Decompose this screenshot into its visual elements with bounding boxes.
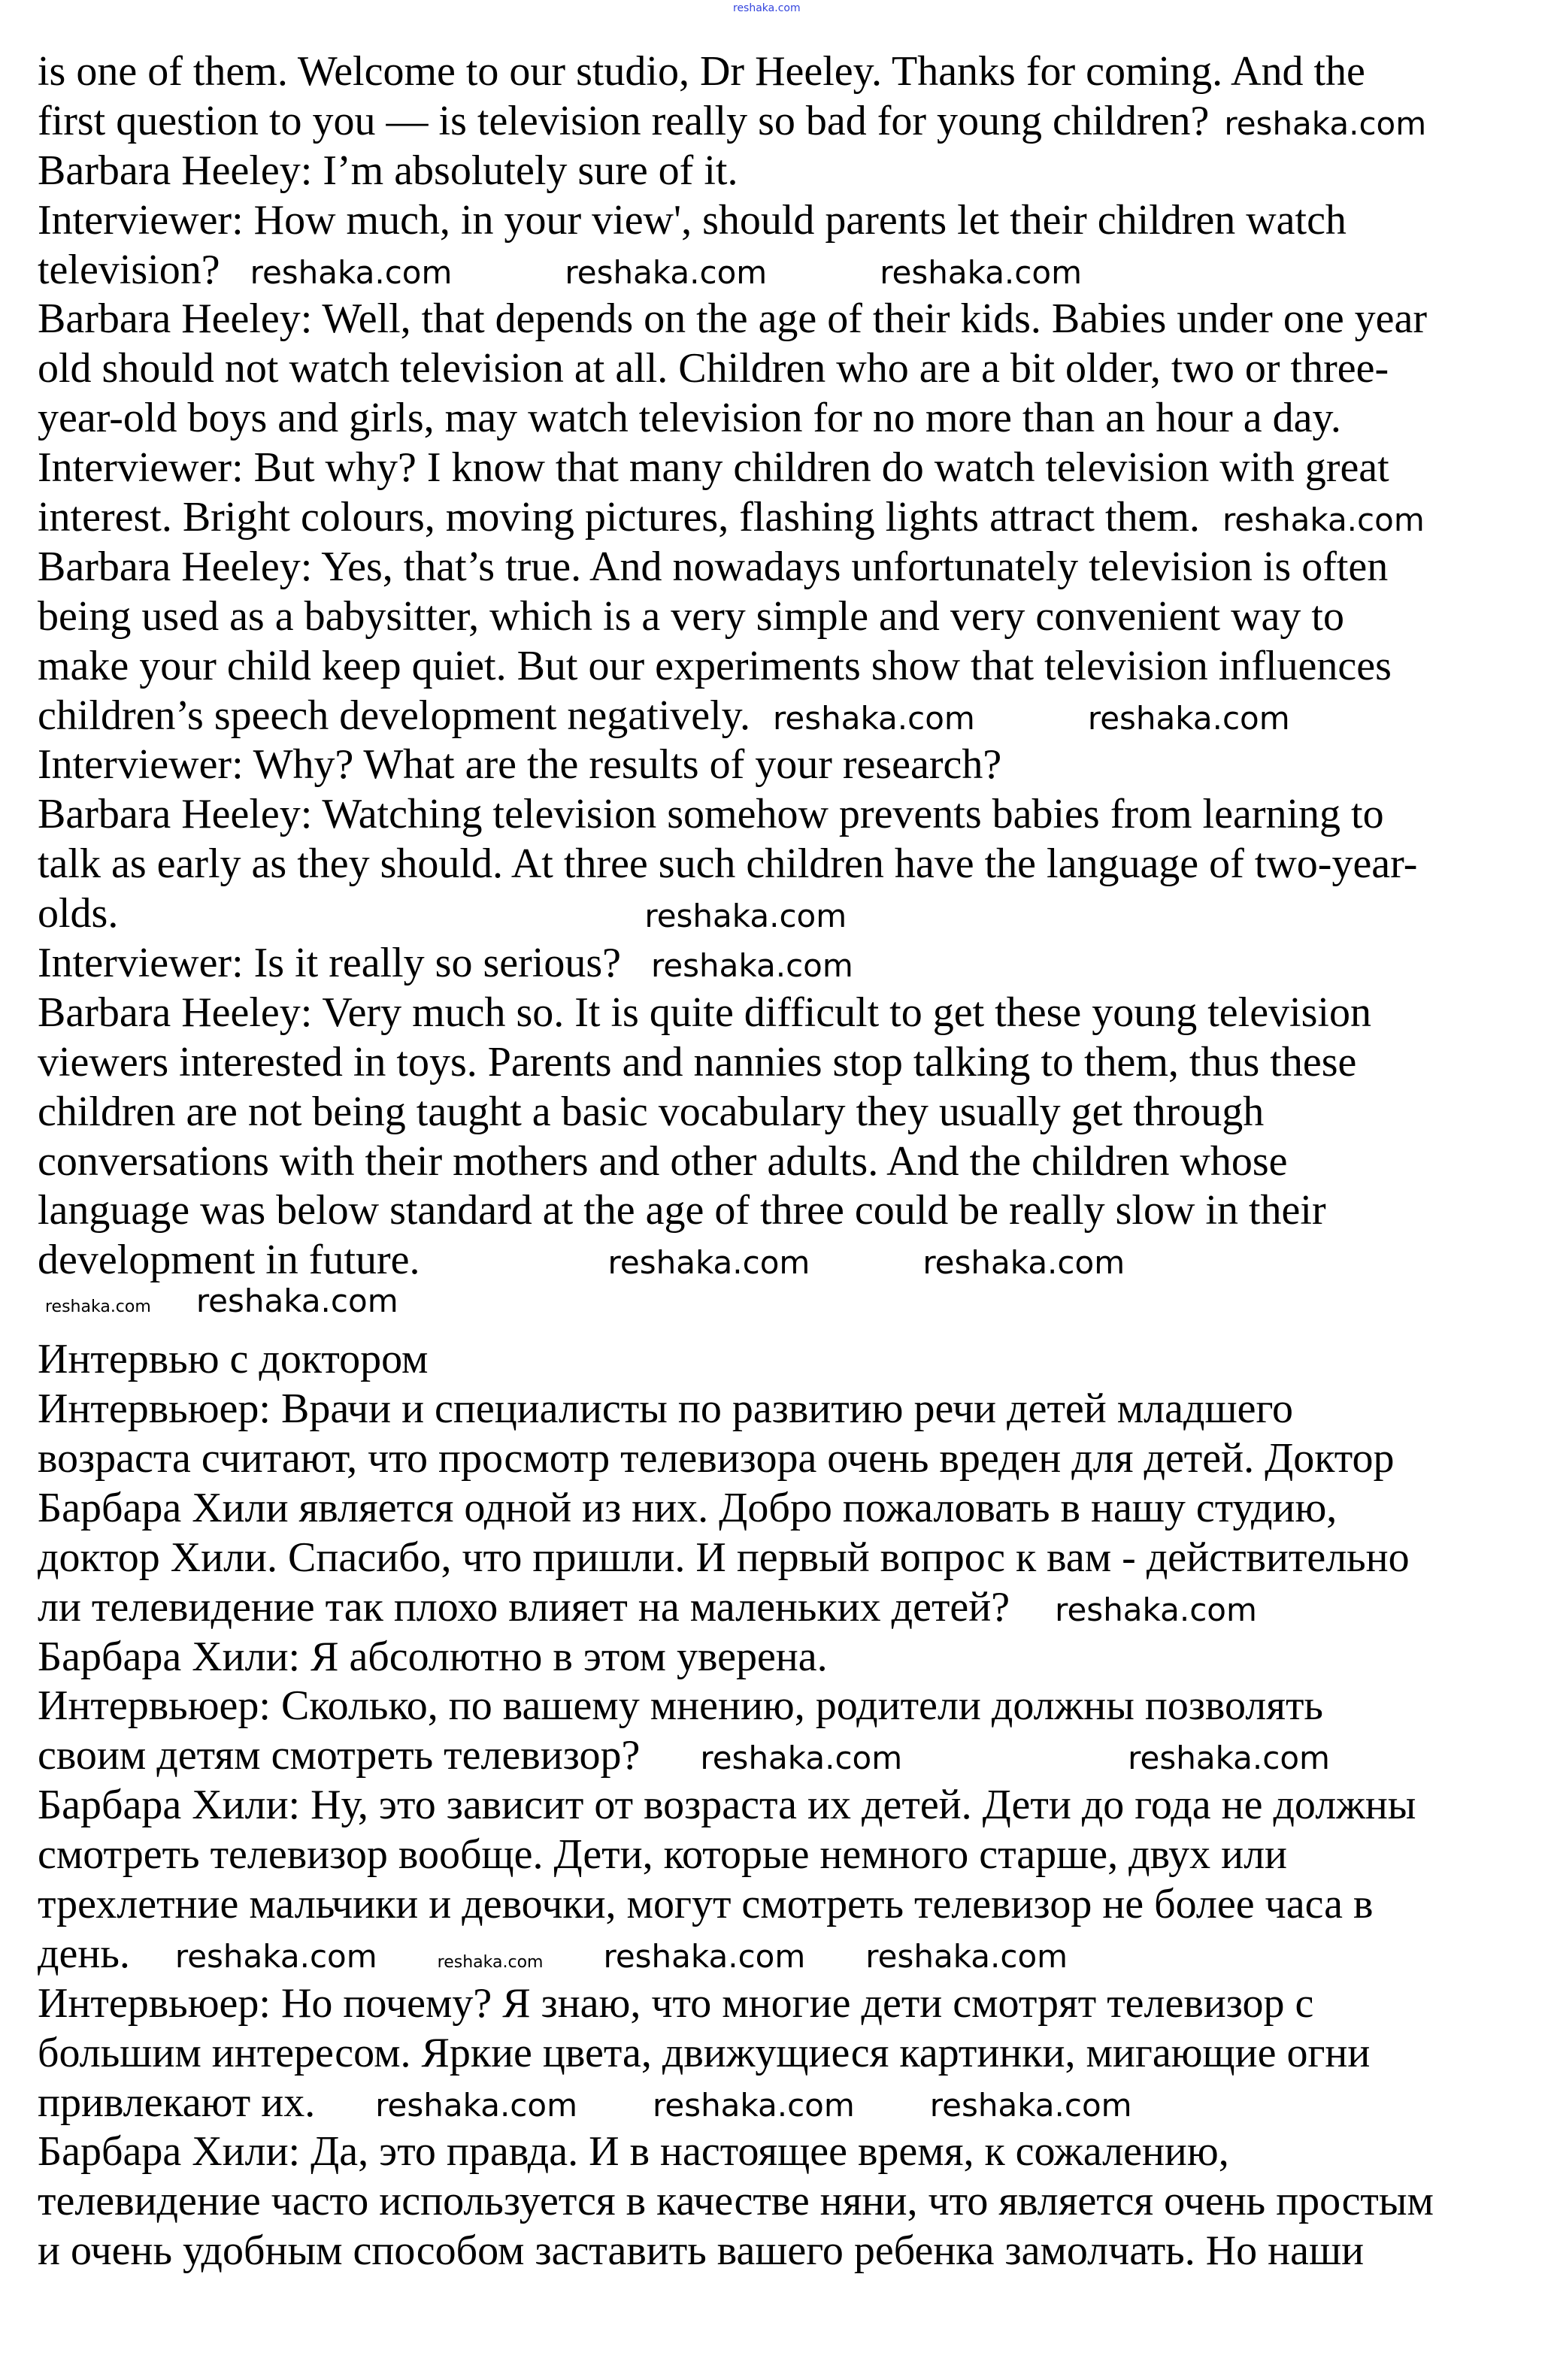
english-text-line: [38, 1038, 1434, 1088]
russian-heading: [38, 1335, 1434, 1385]
russian-text-line: [38, 1583, 1434, 1633]
english-text-line: [38, 394, 1434, 444]
line-text: возраста считают, что просмотр телевизора очень вреден для детей. Доктор: [38, 1434, 1395, 1482]
watermark: reshaka.com: [565, 253, 768, 291]
line-text: Barbara Heeley: Very much so. It is quite difficult to get these young television: [38, 989, 1371, 1036]
english-text-line: [38, 692, 1434, 741]
watermark: reshaka.com: [437, 1952, 544, 1972]
english-text-line: [38, 592, 1434, 642]
line-text: language was below standard at the age of three could be really slow in their: [38, 1187, 1326, 1234]
russian-text-line: [38, 2227, 1434, 2276]
watermark-link[interactable]: reshaka.com: [733, 2, 801, 14]
line-text: children are not being taught a basic vocabulary they usually get through: [38, 1088, 1265, 1135]
line-text: и очень удобным способом заставить вашего ребенка замолчать. Но наши: [38, 2227, 1365, 2275]
russian-text-line: [38, 1880, 1434, 1930]
watermark: reshaka.com: [1222, 501, 1425, 539]
line-text: Interviewer: Why? What are the results of your research?: [38, 741, 1002, 789]
watermark: reshaka.com: [607, 1244, 810, 1282]
line-text: conversations with their mothers and other adults. And the children whose: [38, 1137, 1288, 1185]
russian-text-line: [38, 2177, 1434, 2227]
line-text: телевидение часто используется в качестве няни, что является очень простым: [38, 2178, 1434, 2225]
line-text: Barbara Heeley: Well, that depends on the age of their kids. Babies under one year: [38, 295, 1428, 343]
line-text: трехлетние мальчики и девочки, могут смотреть телевизор не более часа в: [38, 1880, 1374, 1927]
watermark: reshaka.com: [880, 253, 1082, 291]
russian-text-line: [38, 1731, 1434, 1781]
line-text: being used as a babysitter, which is a very simple and very convenient way to: [38, 592, 1344, 640]
line-text: день.: [38, 1930, 130, 1977]
russian-text-line: [38, 2079, 1434, 2128]
line-text: Интервьюер: Врачи и специалисты по развитию речи детей младшего: [38, 1385, 1294, 1433]
english-text-line: [38, 493, 1434, 543]
line-text: большим интересом. Яркие цвета, движущиеся картинки, мигающие огни: [38, 2029, 1371, 2076]
english-text-line: [38, 1137, 1434, 1187]
watermark: reshaka.com: [1055, 1591, 1257, 1628]
line-text: Barbara Heeley: I’m absolutely sure of it.: [38, 147, 738, 194]
watermark: reshaka.com: [45, 1297, 151, 1317]
watermark: reshaka.com: [1087, 699, 1290, 737]
line-text: viewers interested in toys. Parents and nannies stop talking to them, thus these: [38, 1038, 1357, 1086]
english-text-line: [38, 642, 1434, 692]
english-text-line: [38, 939, 1434, 989]
line-text: Интервьюер: Сколько, по вашему мнению, родители должны позволять: [38, 1682, 1323, 1730]
line-text: olds.: [38, 890, 119, 937]
english-text-line: [38, 344, 1434, 394]
line-text: children’s speech development negatively.: [38, 692, 751, 739]
watermark: reshaka.com: [195, 1282, 398, 1320]
line-text: привлекают их.: [38, 2079, 316, 2126]
line-text: Интервьюер: Но почему? Я знаю, что многие дети смотрят телевизор с: [38, 1979, 1314, 2027]
russian-text-line: [38, 1682, 1434, 1731]
line-text: Interviewer: Is it really so serious?: [38, 940, 621, 987]
line-text: Барбара Хили является одной из них. Добро пожаловать в нашу студию,: [38, 1484, 1337, 1531]
watermark: reshaka.com: [773, 699, 975, 737]
russian-text-line: [38, 1534, 1434, 1583]
russian-text-line: [38, 1930, 1434, 1979]
watermark: reshaka.com: [865, 1937, 1068, 1975]
line-text: смотреть телевизор вообще. Дети, которые немного старше, двух или: [38, 1831, 1288, 1879]
watermark: reshaka.com: [650, 947, 853, 985]
english-text-line: [38, 1186, 1434, 1236]
english-text-line: [38, 989, 1434, 1038]
english-text-line: [38, 740, 1434, 790]
russian-text-line: [38, 2127, 1434, 2177]
line-text: Барбара Хили: Ну, это зависит от возраста их детей. Дети до года не должны: [38, 1782, 1416, 1829]
english-text-line: [38, 444, 1434, 493]
russian-text-line: [38, 1979, 1434, 2029]
english-text-line: [38, 1236, 1434, 1285]
russian-text-line: [38, 1781, 1434, 1830]
watermark: reshaka.com: [603, 1937, 806, 1975]
line-text: is one of them. Welcome to our studio, Dr Heeley. Thanks for coming. And the: [38, 48, 1365, 95]
line-text: доктор Хили. Спасибо, что пришли. И первый вопрос к вам - действительно: [38, 1534, 1410, 1581]
line-text: first question to you — is television really so bad for young children?: [38, 97, 1210, 144]
line-text: television?: [38, 246, 220, 293]
watermark: reshaka.com: [653, 2086, 855, 2124]
russian-text-line: [38, 1830, 1434, 1880]
line-text: development in future.: [38, 1237, 420, 1284]
line-text: ли телевидение так плохо влияет на маленьких детей?: [38, 1583, 1010, 1631]
line-text: Интервью с доктором: [38, 1336, 429, 1383]
watermark: reshaka.com: [1128, 1740, 1330, 1777]
watermark: reshaka.com: [174, 1937, 377, 1975]
english-text-line: [38, 47, 1434, 97]
line-text: Interviewer: How much, in your view', should parents let their children watch: [38, 196, 1347, 244]
watermark: reshaka.com: [922, 1244, 1125, 1282]
english-text-line: [38, 1088, 1434, 1137]
watermark: reshaka.com: [375, 2086, 577, 2124]
line-text: Барбара Хили: Да, это правда. И в настоящее время, к сожалению,: [38, 2128, 1229, 2176]
blank-line: [38, 1282, 1434, 1335]
russian-text-line: [38, 1633, 1434, 1682]
line-text: old should not watch television at all. Children who are a bit older, two or three-: [38, 345, 1389, 392]
line-text: Barbara Heeley: Yes, that’s true. And nowadays unfortunately television is often: [38, 543, 1389, 590]
russian-text-line: [38, 1484, 1434, 1534]
line-text: Interviewer: But why? I know that many children do watch television with great: [38, 444, 1389, 492]
watermark: reshaka.com: [644, 898, 847, 935]
english-text-line: [38, 543, 1434, 592]
english-text-line: [38, 246, 1434, 295]
english-text-line: [38, 295, 1434, 344]
line-text: year-old boys and girls, may watch television for no more than an hour a day.: [38, 395, 1341, 442]
english-text-line: [38, 196, 1434, 246]
line-text: своим детям смотреть телевизор?: [38, 1732, 641, 1779]
watermark: reshaka.com: [700, 1740, 903, 1777]
watermark: reshaka.com: [929, 2086, 1132, 2124]
line-text: interest. Bright colours, moving pictures, flashing lights attract them.: [38, 494, 1200, 541]
english-text-line: [38, 790, 1434, 840]
line-text: make your child keep quiet. But our experiments show that television influences: [38, 642, 1392, 689]
line-text: Барбара Хили: Я абсолютно в этом уверена.: [38, 1633, 828, 1680]
english-text-line: [38, 97, 1434, 147]
english-text-line: [38, 147, 1434, 196]
russian-text-line: [38, 1434, 1434, 1484]
russian-text-line: [38, 2029, 1434, 2079]
english-text-line: [38, 889, 1434, 939]
document-body: [38, 47, 1434, 2276]
english-text-line: [38, 840, 1434, 889]
line-text: Barbara Heeley: Watching television somehow prevents babies from learning to: [38, 791, 1384, 838]
watermark: reshaka.com: [1224, 104, 1427, 142]
line-text: talk as early as they should. At three such children have the language of two-year-: [38, 840, 1418, 888]
russian-text-line: [38, 1385, 1434, 1434]
watermark: reshaka.com: [250, 253, 453, 291]
